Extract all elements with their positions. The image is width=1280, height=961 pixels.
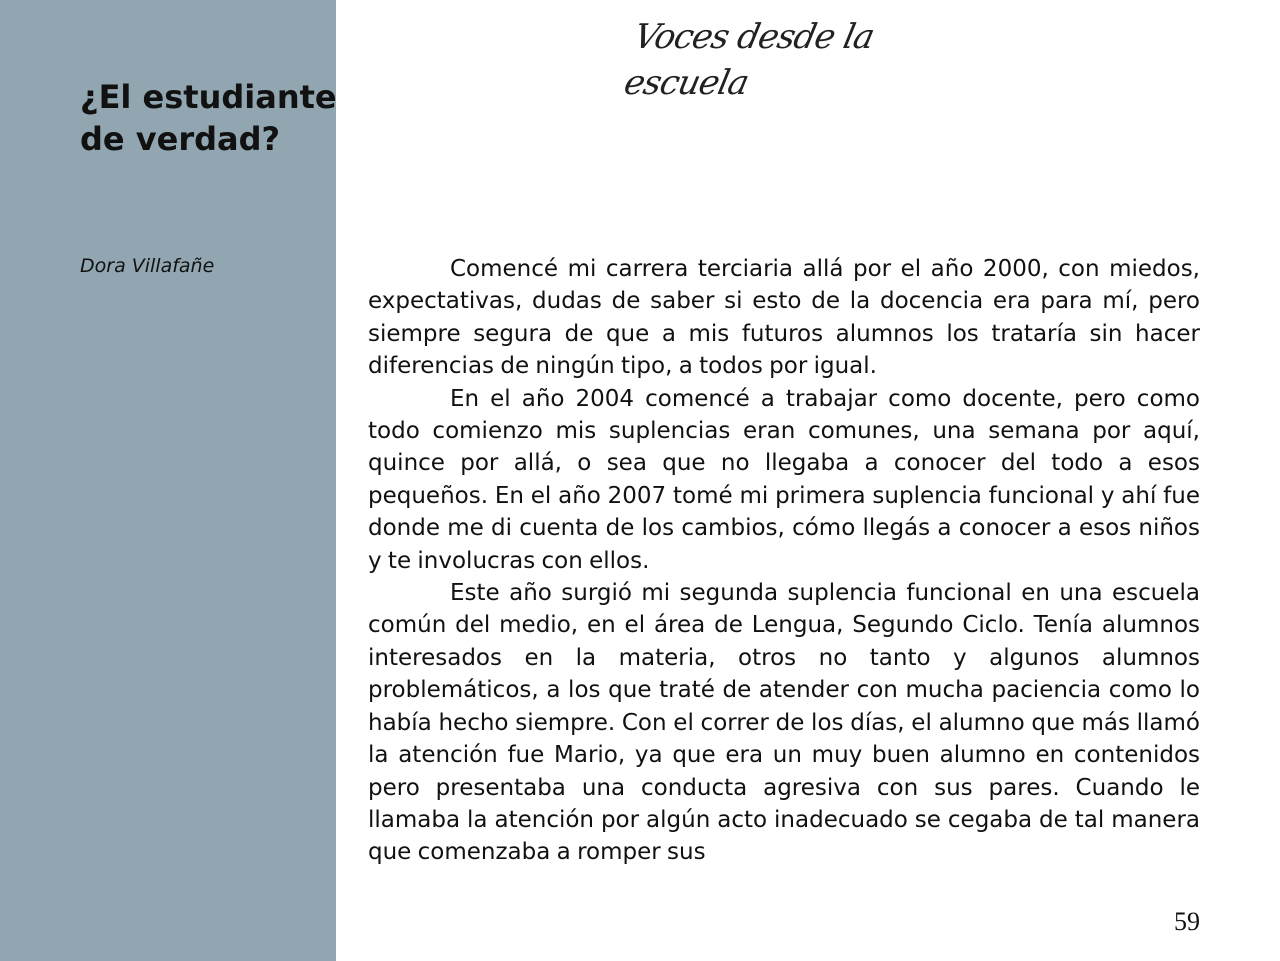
article-title: ¿El estudiante de verdad? <box>80 78 337 158</box>
article-body <box>368 253 1200 869</box>
sidebar-panel <box>0 0 336 961</box>
page-number: 59 <box>1174 907 1200 936</box>
author-name: Dora Villafañe <box>80 255 215 277</box>
paragraph: En el año 2004 comencé a trabajar como docente, pero como todo comienzo mis suplencias eran comunes, una semana por aquí, quince por allá, o sea que no llegaba a conocer del todo a esos pequeños. En el año 2007 tomé mi primera suplencia funcional y ahí fue donde me di cuenta de los cambios, cómo llegás a conocer a esos niños y te involucras con ellos. <box>368 385 1200 574</box>
running-header: Voces desde la escuela <box>620 17 878 103</box>
paragraph: Comencé mi carrera terciaria allá por el año 2000, con miedos, expectativas, dudas de saber si esto de la docencia era para mí, pero siempre segura de que a mis futuros alumnos los trataría sin hacer diferencias de ningún tipo, a todos por igual. <box>368 256 1200 380</box>
paragraph: Este año surgió mi segunda suplencia funcional en una escuela común del medio, en el área de Lengua, Segundo Ciclo. Tenía alumnos interesados en la materia, otros no tanto y algunos alumnos problemáticos, a los que traté de atender con mucha paciencia como lo había hecho siempre. Con el correr de los días, el alumno que más llamó la atención fue Mario, ya que era un muy buen alumno en contenidos pero presentaba una conducta agresiva con sus pares. Cuando le llamaba la atención por algún acto inadecuado se cegaba de tal manera que comenzaba a romper sus <box>368 580 1200 866</box>
